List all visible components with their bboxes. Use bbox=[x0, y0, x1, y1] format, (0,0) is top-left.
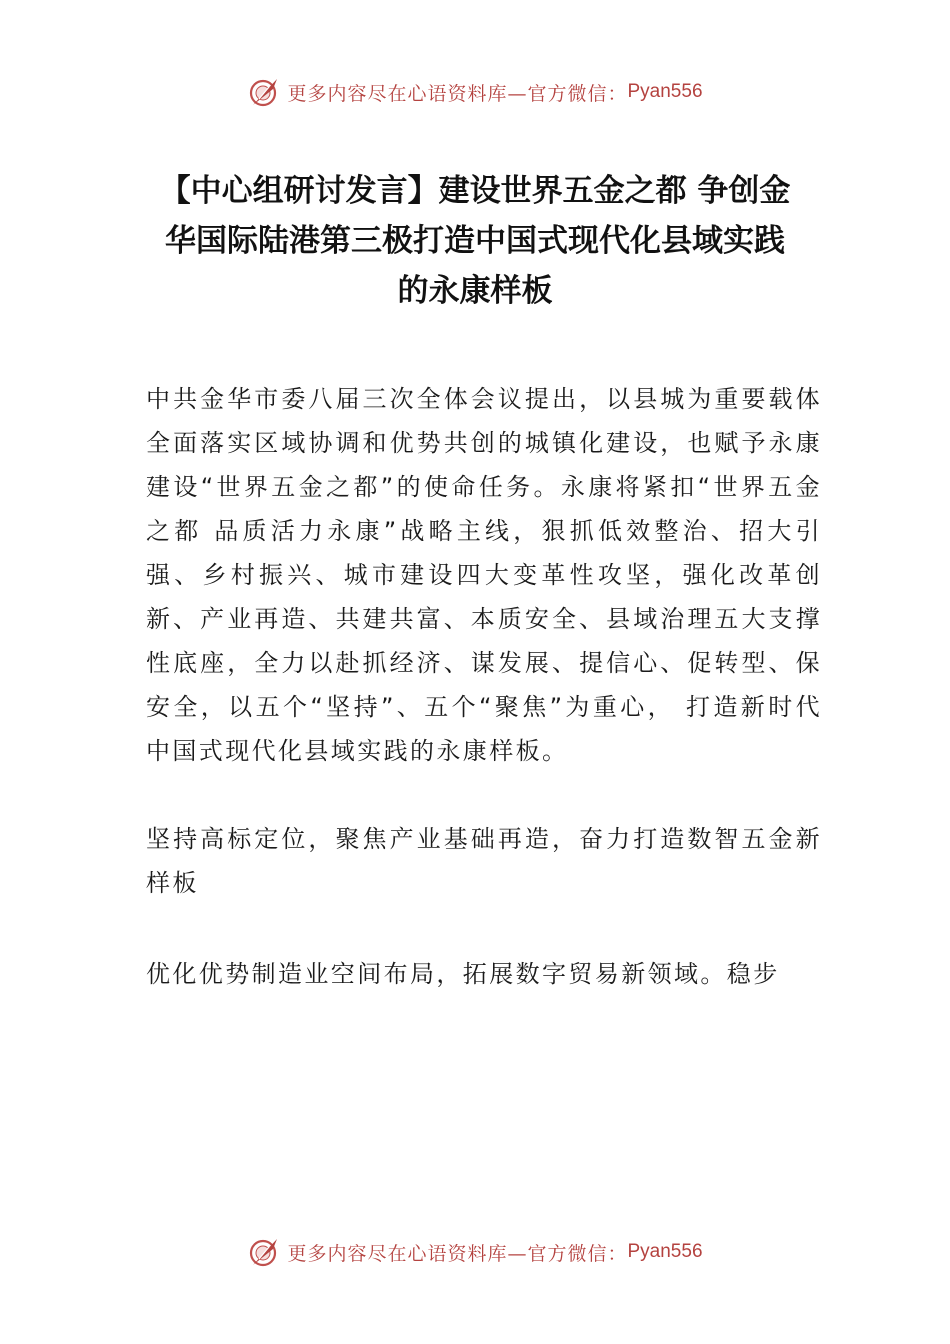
paragraph-body: 优化优势制造业空间布局，拓展数字贸易新领域。稳步 bbox=[146, 960, 780, 988]
banner-text: 更多内容尽在心语资料库—官方微信： bbox=[287, 82, 628, 105]
paragraph-section-heading: 坚持高标定位，聚焦产业基础再造，奋力打造数智五金新样板 bbox=[146, 825, 822, 897]
footer-banner bbox=[0, 1232, 950, 1272]
paragraph-intro: 中共金华市委八届三次全体会议提出，以县城为重要载体全面落实区域协调和优势共创的城镇化建设，也赋予永康建设“世界五金之都”的使命任务。永康将紧扣“世界五金之都 品质活力永康”战略主线，狠抓低效整治、招大引强、乡村振兴、城市建设四大变革性攻坚，强化改革创新、产业再造、共建共富、本质安全、县域治理五大支撑性底座，全力以赴抓经济、谋发展、提信心、促转型、保安全，以五个“坚持”、五个“聚焦”为重心， 打造新时代中国式现代化县域实践的永康样板。 bbox=[146, 385, 822, 765]
quill-logo-icon bbox=[247, 1235, 281, 1269]
header-banner bbox=[0, 72, 950, 112]
quill-logo-icon bbox=[247, 75, 281, 109]
wechat-id: Pyan556 bbox=[627, 1241, 703, 1262]
wechat-id: Pyan556 bbox=[627, 81, 703, 102]
banner-text: 更多内容尽在心语资料库—官方微信： bbox=[287, 1242, 628, 1265]
document-title: 【中心组研讨发言】建设世界五金之都 争创金华国际陆港第三极打造中国式现代化县域实践的永康样板 bbox=[159, 173, 791, 309]
